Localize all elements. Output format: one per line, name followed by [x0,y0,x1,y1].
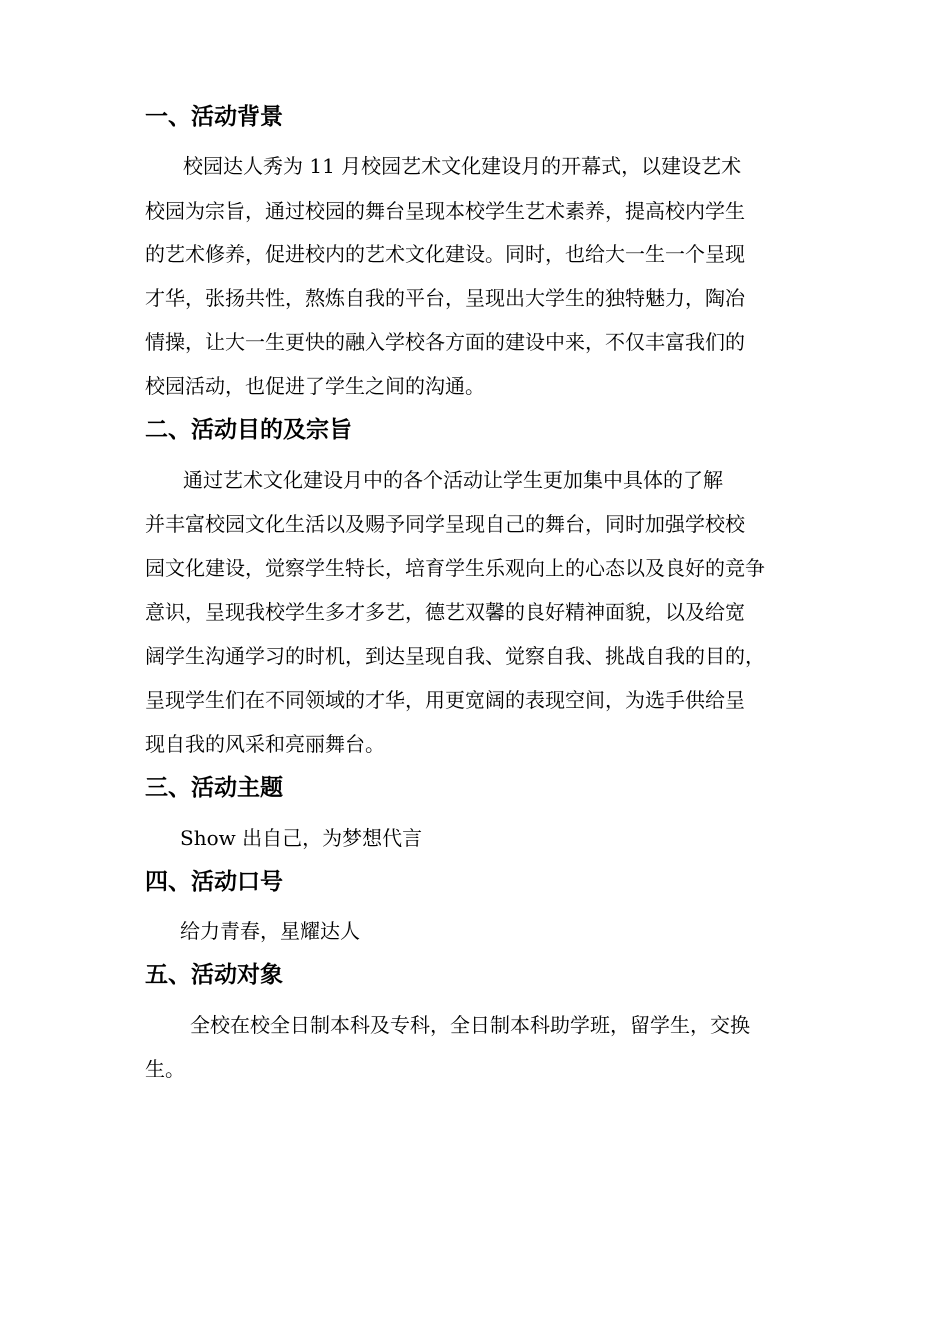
paragraph-line: 通过艺术文化建设月中的各个活动让学生更加集中具体的了解 [183,468,723,492]
paragraph-line: 现自我的风采和亮丽舞台。 [145,732,385,756]
paragraph-line: 并丰富校园文化生活以及赐予同学呈现自己的舞台，同时加强学校校 [145,512,745,536]
paragraph-line: 意识，呈现我校学生多才多艺，德艺双馨的良好精神面貌，以及给宽 [145,600,745,624]
paragraph-line: 呈现学生们在不同领域的才华，用更宽阔的表现空间，为选手供给呈 [145,688,745,712]
paragraph-line: 校园达人秀为 11 月校园艺术文化建设月的开幕式，以建设艺术 [183,154,742,178]
paragraph-line: 全校在校全日制本科及专科，全日制本科助学班，留学生，交换 [190,1013,750,1037]
section-heading-theme: 三、活动主题 [145,775,283,801]
paragraph-line: 校园为宗旨，通过校园的舞台呈现本校学生艺术素养，提高校内学生 [145,199,745,223]
paragraph-line: 生。 [145,1057,185,1081]
paragraph-line: 的艺术修养，促进校内的艺术文化建设。同时，也给大一生一个呈现 [145,242,745,266]
section-heading-background: 一、活动背景 [145,104,283,130]
paragraph-line: Show 出自己，为梦想代言 [180,826,423,850]
section-heading-audience: 五、活动对象 [145,962,283,988]
paragraph-line: 才华，张扬共性，熬炼自我的平台，呈现出大学生的独特魅力，陶冶 [145,286,745,310]
paragraph-line: 情操，让大一生更快的融入学校各方面的建设中来，不仅丰富我们的 [145,330,745,354]
paragraph-line: 给力青春，星耀达人 [180,919,360,943]
paragraph-line: 校园活动，也促进了学生之间的沟通。 [145,374,485,398]
section-heading-slogan: 四、活动口号 [145,869,283,895]
paragraph-line: 园文化建设，觉察学生特长，培育学生乐观向上的心态以及良好的竞争 [145,556,765,580]
paragraph-line: 阔学生沟通学习的时机，到达呈现自我、觉察自我、挑战自我的目的， [145,644,765,668]
section-heading-purpose: 二、活动目的及宗旨 [145,417,352,443]
